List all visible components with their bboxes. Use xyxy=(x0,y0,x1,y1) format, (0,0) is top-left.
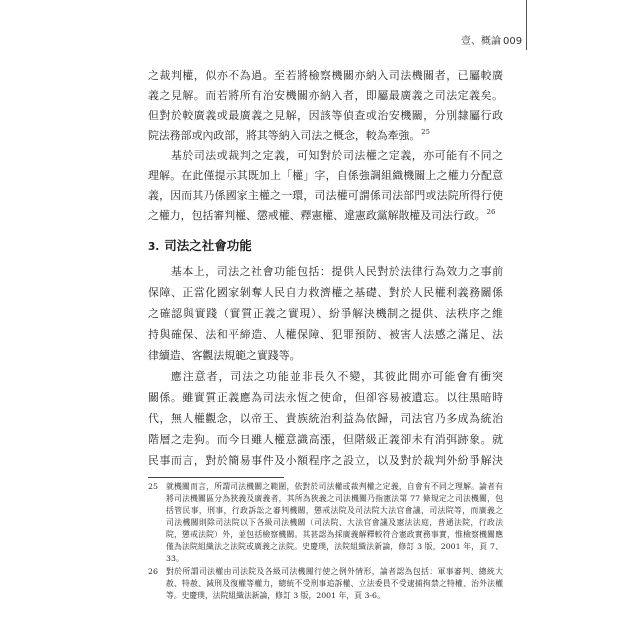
body-line: 理解。在此僅提示其既加上「權」字，自係強調組織機關上之權力分配意 xyxy=(148,169,503,182)
body-line: 民事而言，對於簡易事件及小額程序之設立，以及對於裁判外紛爭解決 xyxy=(148,454,503,467)
body-line: 但對於較廣義或最廣義之見解，因該等偵查或治安機關，分別隸屬行政 xyxy=(148,109,503,122)
footnote-line: 33。 xyxy=(166,554,184,563)
body-line: 應注意者，司法之功能並非長久不變，其彼此間亦可能會有衝突 xyxy=(170,370,503,383)
body-line-text: 院法務部或內政部，將其等納入司法之概念，較為牽強。 xyxy=(148,129,421,142)
footnote-line: 等。史慶璞，法院組織法新論，修訂 3 版，2001 年，頁 3-6。 xyxy=(166,591,385,600)
body-line xyxy=(148,206,503,226)
body-line: 持與確保、法和平締造、人權保障、犯罪預防、被害人法感之滿足、法 xyxy=(148,328,503,341)
footnote-ref: 25 xyxy=(421,128,430,136)
footnote-line: 赦、特赦、減刑及復權等權力，總統不受刑事追訴權、立法委員不受逮捕拘禁之特權、治外法權 xyxy=(166,579,503,588)
body-line: 義，因而其乃係國家主權之一環，司法權可謂係司法部門或法院所得行使 xyxy=(148,189,503,202)
body-line: 基於司法或裁判之定義，可知對於司法權之定義，亦可能有不同之 xyxy=(170,149,503,162)
body-line: 代，無人權觀念，以帝王、貴族統治利益為依歸，司法官乃多成為統治 xyxy=(148,412,503,425)
body-line xyxy=(148,126,503,146)
footnote-line: 對於所謂司法權由司法院及各級司法機關行使之例外情形，論者認為包括：軍事審判、總統大 xyxy=(166,567,503,576)
footnote-line: 院，懲戒法院）外，並包括檢察機關。其甚認為採廣義解釋較符合憲政實務事實，惟檢察機關應 xyxy=(166,530,503,539)
footnote-line: 括管民事，刑事，行政訴訟之審判機關，懲戒法院及司法院大法官會議，司法院等，而廣義之 xyxy=(166,506,503,515)
body-line: 關係。雖實質正義應為司法永恆之使命，但卻容易被遺忘。以往黑暗時 xyxy=(148,391,503,404)
section-number: 3. xyxy=(148,241,160,253)
body-line: 基本上，司法之社會功能包括：提供人民對於法律行為效力之事前 xyxy=(170,265,503,278)
chapter-title: 壹、概論 xyxy=(461,36,501,47)
body-line: 律續造、客觀法規範之實踐等。 xyxy=(148,349,301,362)
footnote-divider xyxy=(148,477,284,478)
footnote-number: 25 xyxy=(148,482,158,491)
section-heading xyxy=(148,235,252,255)
page-number: 009 xyxy=(503,36,523,47)
body-line: 之確認與實踐（實質正義之實現）、紛爭解決機制之提供、法秩序之維 xyxy=(148,307,503,320)
footnote-number: 26 xyxy=(148,567,158,576)
header-rule xyxy=(526,0,527,50)
footnote-ref: 26 xyxy=(486,208,496,216)
footnote-line: 司法機關則除司法院以下各級司法機關（司法院、大法官會議及憲法法庭，普通法院，行政法 xyxy=(166,518,503,527)
footnote-line: 將司法機關區分為狹義及廣義者，其所為狹義之司法機關乃指憲法第 77 條規定之司法機關，包 xyxy=(166,494,503,503)
section-title: 司法之社會功能 xyxy=(164,238,252,253)
body-line: 之裁判權，似亦不為過。至若將檢察機關亦納入司法機關者，已屬較廣 xyxy=(148,69,503,82)
body-line-text: 之權力，包括審判權、懲戒權、釋憲權、違憲政黨解散權及司法行政。 xyxy=(148,209,486,222)
body-line: 保障、正當化國家剝奪人民自力救濟權之基礎、對於人民權利義務關係 xyxy=(148,286,503,299)
body-line: 義之見解。而若將所有治安機關亦納入者，即屬最廣義之司法定義矣。 xyxy=(148,89,503,102)
body-line: 階層之走狗。而今日雖人權意識高漲，但階級正義卻未有消弭跡象。就 xyxy=(148,433,503,446)
footnote-line: 僅為法院組織法之法院或廣義之法院。史慶璞，法院組織法新論，修訂 3 版，2001 年，頁 7、 xyxy=(166,542,503,551)
footnote-line: 就機關而言，所謂司法機關之範圍，依對於司法權或裁判權之定義，自會有不同之理解。論者有 xyxy=(166,482,503,491)
